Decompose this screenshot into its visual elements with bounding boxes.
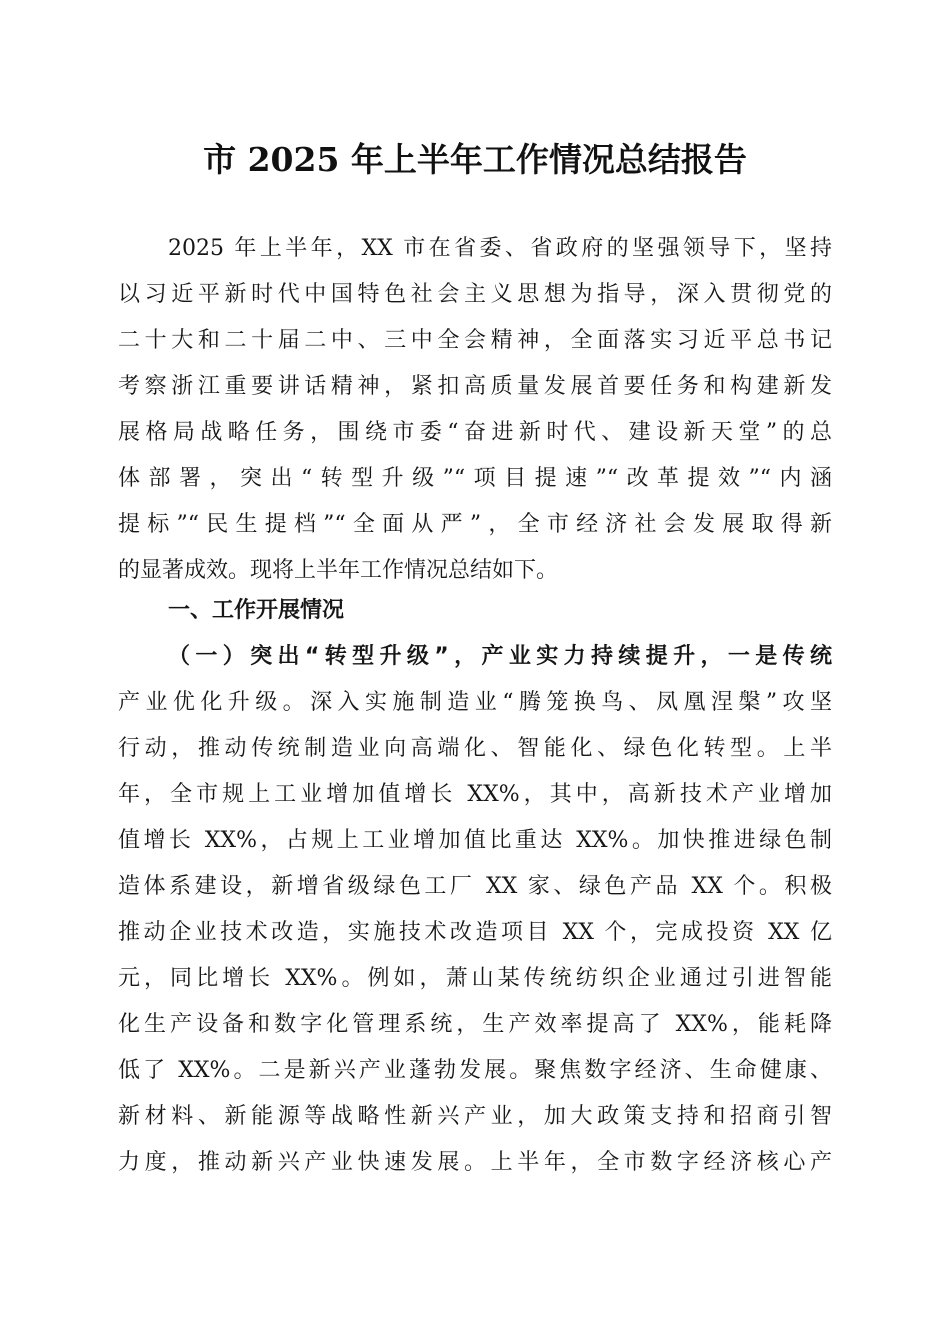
body-line: 产业优化升级。深入实施制造业“腾笼换鸟、凤凰涅槃”攻坚 [118, 690, 832, 715]
intro-line: 的显著成效。现将上半年工作情况总结如下。 [118, 558, 559, 583]
intro-line: 2025 年上半年，XX 市在省委、省政府的坚强领导下，坚持 [168, 236, 832, 261]
body-line: 值增长 XX%，占规上工业增加值比重达 XX%。加快推进绿色制 [118, 828, 832, 853]
body-line: 化生产设备和数字化管理系统，生产效率提高了 XX%，能耗降 [118, 1012, 832, 1037]
document-title: 市 2025 年上半年工作情况总结报告 [203, 140, 747, 179]
intro-line: 二十大和二十届二中、三中全会精神，全面落实习近平总书记 [118, 328, 832, 353]
body-line: 造体系建设，新增省级绿色工厂 XX 家、绿色产品 XX 个。积极 [118, 874, 832, 899]
intro-line: 以习近平新时代中国特色社会主义思想为指导，深入贯彻党的 [118, 282, 832, 307]
section-heading: 一、工作开展情况 [168, 598, 345, 623]
body-line: 元，同比增长 XX%。例如，萧山某传统纺织企业通过引进智能 [118, 966, 832, 991]
intro-line: 展格局战略任务，围绕市委“奋进新时代、建设新天堂”的总 [118, 420, 832, 445]
intro-line: 考察浙江重要讲话精神，紧扣高质量发展首要任务和构建新发 [118, 374, 832, 399]
body-line: 年，全市规上工业增加值增长 XX%，其中，高新技术产业增加 [118, 782, 832, 807]
intro-line: 提标”“民生提档”“全面从严”，全市经济社会发展取得新 [118, 512, 832, 537]
body-line: 低了 XX%。二是新兴产业蓬勃发展。聚焦数字经济、生命健康、 [118, 1058, 832, 1083]
body-line: 行动，推动传统制造业向高端化、智能化、绿色化转型。上半 [118, 736, 832, 761]
body-line: 推动企业技术改造，实施技术改造项目 XX 个，完成投资 XX 亿 [118, 920, 832, 945]
body-line: 新材料、新能源等战略性新兴产业，加大政策支持和招商引智 [118, 1104, 832, 1129]
body-line: 力度，推动新兴产业快速发展。上半年，全市数字经济核心产 [118, 1150, 832, 1175]
intro-line: 体部署，突出“转型升级”“项目提速”“改革提效”“内涵 [118, 466, 832, 491]
body-line: （一）突出“转型升级”，产业实力持续提升，一是传统 [168, 644, 832, 669]
